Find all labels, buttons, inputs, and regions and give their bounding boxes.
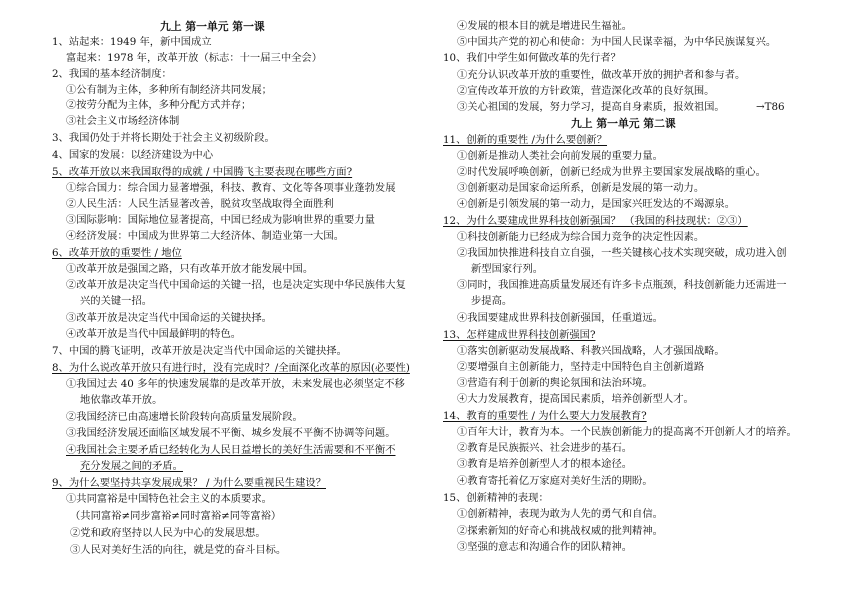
text-line: ①落实创新驱动发展战略、科教兴国战略，人才强国战略。: [457, 345, 725, 357]
text-line: ③营造有利于创新的舆论氛围和法治环境。: [457, 377, 653, 389]
question-heading: 10、我们中学生如何做改革的先行者？: [443, 52, 621, 64]
text-line: ④创新是引领发展的第一动力，是国家兴旺发达的不竭源泉。: [457, 198, 736, 210]
question-heading: 13、怎样建成世界科技创新强国?: [443, 329, 596, 341]
text-line: ③国际影响：国际地位显著提高，中国已经成为影响世界的重要力量: [66, 214, 375, 226]
text-line: ⑤中国共产党的初心和使命：为中国人民谋幸福，为中华民族谋复兴。: [457, 36, 777, 48]
question-heading: 11、创新的重要性 /为什么要创新？: [443, 134, 608, 146]
text-line: ④教育寄托着亿万家庭对美好生活的期盼。: [457, 475, 653, 487]
text-line: ①创新是推动人类社会向前发展的重要力量。: [457, 150, 663, 162]
text-line: ②我国经济已由高速增长阶段转向高质量发展阶段。: [66, 411, 303, 423]
text-line: ①公有制为主体，多种所有制经济共同发展；: [66, 84, 272, 96]
text-line: ②宣传改革开放的方针政策，营造深化改革的良好氛围。: [457, 85, 715, 97]
text-line: ①改革开放是强国之路，只有改革开放才能发展中国。: [66, 263, 314, 275]
text-line: 3、我国仍处于并将长期处于社会主义初级阶段。: [52, 132, 275, 144]
text-line: ④大力发展教育，提高国民素质，培养创新型人才。: [457, 393, 694, 405]
text-line: ②探索新知的好奇心和挑战权威的批判精神。: [457, 525, 663, 537]
text-line: （共同富裕≠同步富裕≠同时富裕≠同等富裕）: [70, 510, 282, 522]
text-line: ②要增强自主创新能力，坚持走中国特色自主创新道路: [457, 361, 705, 373]
text-line: ③人民对美好生活的向往，就是党的奋斗目标。: [70, 544, 287, 556]
text-line: 兴的关键一招。: [80, 295, 153, 307]
text-line: 4、国家的发展：以经济建设为中心: [52, 149, 214, 161]
question-heading: 14、教育的重要性 / 为什么要大力发展教育?: [443, 410, 647, 422]
text-line: ②时代发展呼唤创新，创新已经成为世界主要国家发展战略的重心。: [457, 166, 766, 178]
text-line: ①充分认识改革开放的重要性，做改革开放的拥护者和参与者。: [457, 69, 746, 81]
question-heading: 6、改革开放的重要性 / 地位: [52, 247, 182, 259]
text-line: ②人民生活：人民生活显著改善，脱贫攻坚战取得全面胜利: [66, 198, 334, 210]
text-line: ②党和政府坚持以人民为中心的发展思想。: [70, 527, 266, 539]
text-line: ④我国社会主要矛盾已经转化为人民日益增长的美好生活需要和不平衡不: [66, 444, 396, 456]
text-line: ①百年大计，教育为本。一个民族创新能力的提高离不开创新人才的培养。: [457, 426, 797, 438]
text-line: 1、站起来：1949 年，新中国成立: [52, 36, 212, 48]
text-line: ④发展的根本目的就是增进民生福祉。: [457, 20, 633, 32]
text-line: 7、中国的腾飞证明，改革开放是决定当代中国命运的关键抉择。: [52, 345, 347, 357]
text-line: 步提高。: [471, 295, 513, 307]
text-line: ④我国要建成世界科技创新强国，任重道远。: [457, 312, 663, 324]
text-line: ①综合国力：综合国力显著增强，科技、教育、文化等各项事业蓬勃发展: [66, 182, 396, 194]
text-line: ③同时，我国推进高质量发展还有许多卡点瓶颈，科技创新能力还需进一: [457, 279, 787, 291]
question-heading: 2、我国的基本经济制度：: [52, 68, 172, 80]
question-heading: 9、为什么要坚持共享发展成果？ / 为什么要重视民生建设？: [52, 477, 326, 489]
text-line: ③坚强的意志和沟通合作的团队精神。: [457, 541, 633, 553]
text-line: 新型国家行列。: [471, 263, 544, 275]
question-heading: 5、改革开放以来我国取得的成就 / 中国腾飞主要表现在哪些方面?: [52, 166, 353, 178]
text-line: ②按劳分配为主体，多种分配方式并存；: [66, 99, 252, 111]
text-line: ③我国经济发展还面临区域发展不平衡、城乡发展不平衡不协调等问题。: [66, 427, 396, 439]
text-line: ③教育是培养创新型人才的根本途径。: [457, 458, 633, 470]
text-line: ②改革开放是决定当代中国命运的关键一招，也是决定实现中华民族伟大复: [66, 279, 406, 291]
text-line: ①创新精神，表现为敢为人先的勇气和自信。: [457, 508, 663, 520]
text-line: 地依靠改革开放。: [80, 394, 163, 406]
text-line: 富起来：1978 年，改革开放（标志：十一届三中全会）: [66, 52, 323, 64]
lesson-title: 九上 第一单元 第二课: [571, 117, 676, 130]
text-line: ④经济发展：中国成为世界第二大经济体、制造业第一大国。: [66, 230, 345, 242]
question-heading: 12、为什么要建成世界科技创新强国？ （我国的科技现状：②③）: [443, 215, 748, 227]
text-line: ②教育是民族振兴、社会进步的基石。: [457, 442, 633, 454]
text-line: 充分发展之间的矛盾。: [80, 460, 183, 472]
text-line: ①科技创新能力已经成为综合国力竞争的决定性因素。: [457, 231, 705, 243]
text-line: ②我国加快推进科技自立自强，一些关键核心技术实现突破，成功进入创: [457, 247, 787, 259]
reference-note: →T86: [756, 101, 785, 113]
question-heading: 8、为什么说改革开放只有进行时，没有完成时？/全面深化改革的原因(必要性): [52, 362, 410, 374]
text-line: ③改革开放是决定当代中国命运的关键抉择。: [66, 312, 272, 324]
text-line: ①共同富裕是中国特色社会主义的本质要求。: [66, 493, 272, 505]
text-line: ④改革开放是当代中国最鲜明的特色。: [66, 328, 242, 340]
question-heading: 15、创新精神的表现：: [443, 492, 549, 504]
lesson-title: 九上 第一单元 第一课: [160, 20, 265, 33]
text-line: ③关心祖国的发展，努力学习，提高自身素质，报效祖国。: [457, 101, 725, 113]
text-line: ①我国过去 40 多年的快速发展靠的是改革开放，未来发展也必须坚定不移: [66, 378, 405, 390]
text-line: ③创新驱动是国家命运所系，创新是发展的第一动力。: [457, 182, 705, 194]
text-line: ③社会主义市场经济体制: [66, 115, 180, 127]
